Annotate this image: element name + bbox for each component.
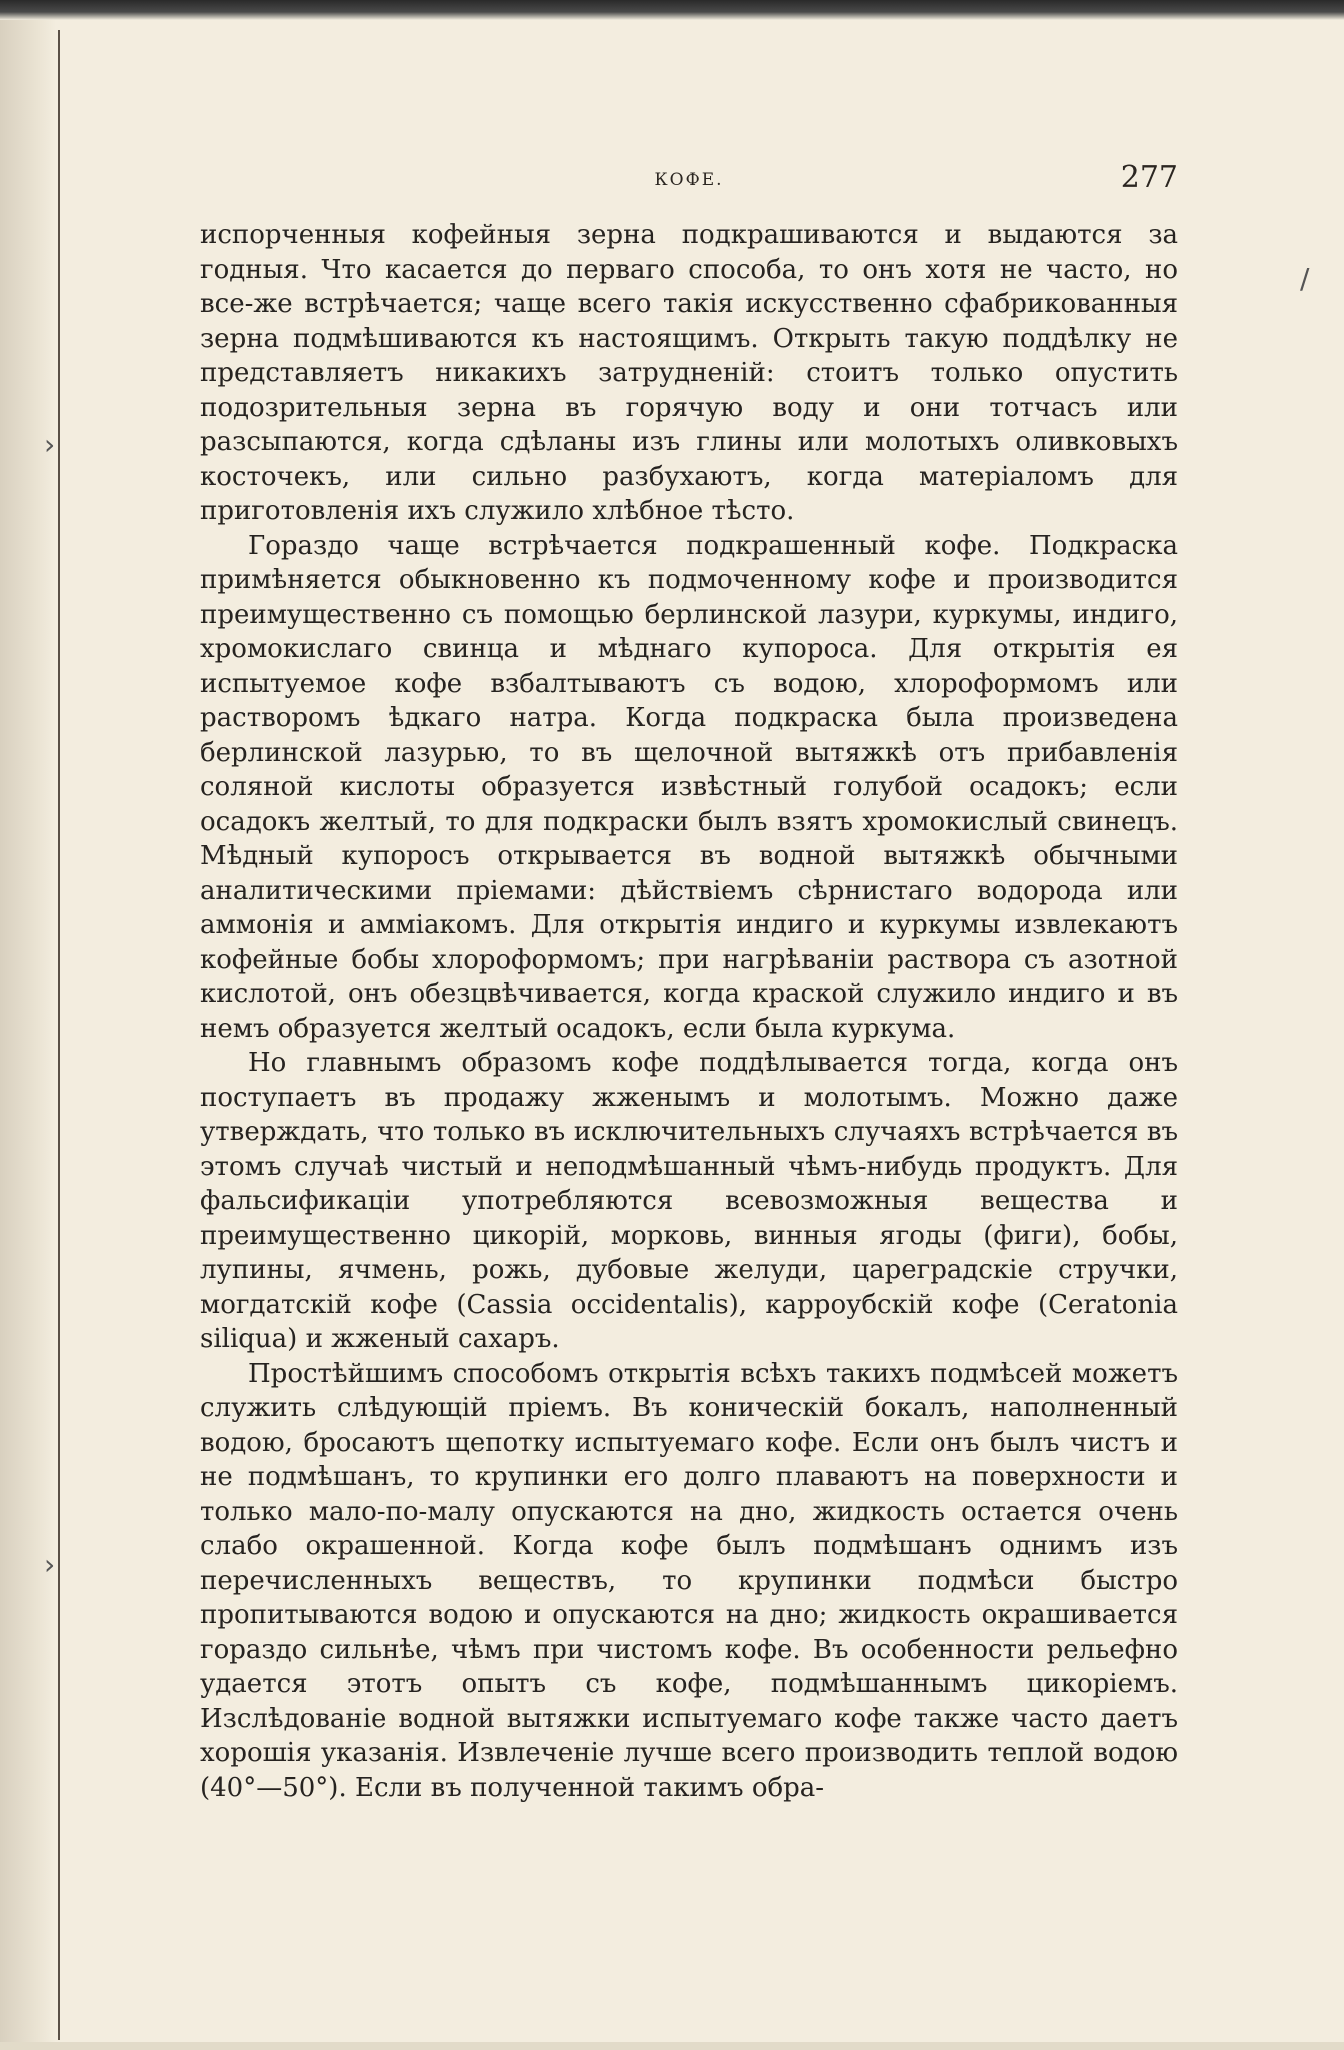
paragraph-3: Но главнымъ образомъ кофе поддѣлывается тогда, когда онъ поступаетъ въ продажу жженымъ и молотымъ. Можно даже утверждать, что только въ исключительныхъ случаяхъ встрѣчается въ этомъ случаѣ чистый и неподмѣшанный чѣмъ-нибудь продуктъ. Для фальсификаціи употребляются всевозможныя вещества и преимущественно цикорій, морковь, винныя ягоды (фиги), бобы, лупины, ячмень, рожь, дубовые желуди, цареградскіе стручки, могдатскій кофе (Cassia occidentalis), карроубскій кофе (Ceratonia siliqua) и жженый сахаръ. [200, 1048, 1178, 1354]
paragraph-2: Гораздо чаще встрѣчается подкрашенный кофе. Подкраска примѣняется обыкновенно къ подмоченному кофе и производится преимущественно съ помощью берлинской лазури, куркумы, индиго, хромокислаго свинца и мѣднаго купороса. Для открытія ея испытуемое кофе взбалтываютъ съ водою, хлороформомъ или растворомъ ѣдкаго натра. Когда подкраска была произведена берлинской лазурью, то въ щелочной вытяжкѣ отъ прибавленія соляной кислоты образуется извѣстный голубой осадокъ; если осадокъ желтый, то для подкраски былъ взятъ хромокислый свинецъ. Мѣдный купоросъ открывается въ водной вытяжкѣ обычными аналитическими пріемами: дѣйствіемъ сѣрнистаго водорода или аммонія и амміакомъ. Для открытія индиго и куркумы извлекаютъ кофейные бобы хлороформомъ; при нагрѣваніи раствора съ азотной кислотой, онъ обезцвѣчивается, когда краской служило индиго и въ немъ образуется желтый осадокъ, если была куркума. [200, 530, 1178, 1044]
margin-mark-left-upper: › [44, 428, 56, 461]
binding-rule [58, 30, 60, 2040]
running-head: КОФЕ. [654, 170, 724, 190]
margin-mark-right: / [1300, 262, 1310, 295]
page-header [200, 160, 1178, 204]
paragraph-4: Простѣйшимъ способомъ открытія всѣхъ такихъ подмѣсей можетъ служить слѣдующій пріемъ. Въ коническій бокалъ, наполненный водою, бросаютъ щепотку испытуемаго кофе. Если онъ былъ чистъ и не подмѣшанъ, то крупинки его долго плаваютъ на поверхности и только мало-по-малу опускаются на дно, жидкость остается очень слабо окрашенной. Когда кофе былъ подмѣшанъ однимъ изъ перечисленныхъ веществъ, то крупинки подмѣси быстро пропитываются водою и опускаются на дно; жидкость окрашивается гораздо сильнѣе, чѣмъ при чистомъ кофе. Въ особенности рельефно удается этотъ опытъ съ кофе, подмѣшаннымъ цикоріемъ. Изслѣдованіе водной вытяжки испытуемаго кофе также часто даетъ хорошія указанія. Извлеченіе лучше всего производить теплой водою (40°—50°). Если въ полученной такимъ обра- [200, 1358, 1178, 1803]
page-top-edge [0, 0, 1344, 20]
margin-mark-left-lower: › [44, 1548, 56, 1581]
page-bottom-edge [0, 2042, 1344, 2050]
page-number: 277 [1120, 160, 1178, 195]
page-binding-edge [0, 20, 56, 2050]
body-text [200, 218, 1178, 1805]
paragraph-1: испорченныя кофейныя зерна подкрашиваются и выдаются за годныя. Что касается до перваго способа, то онъ хотя не часто, но все-же встрѣчается; чаще всего такія искусственно сфабрикованныя зерна подмѣшиваются къ настоящимъ. Открыть такую поддѣлку не представляетъ никакихъ затрудненій: стоитъ только опустить подозрительныя зерна въ горячую воду и они тотчасъ или разсыпаются, когда сдѣланы изъ глины или молотыхъ оливковыхъ косточекъ, или сильно разбухаютъ, когда матеріаломъ для приготовленія ихъ служило хлѣбное тѣсто. [200, 220, 1178, 526]
